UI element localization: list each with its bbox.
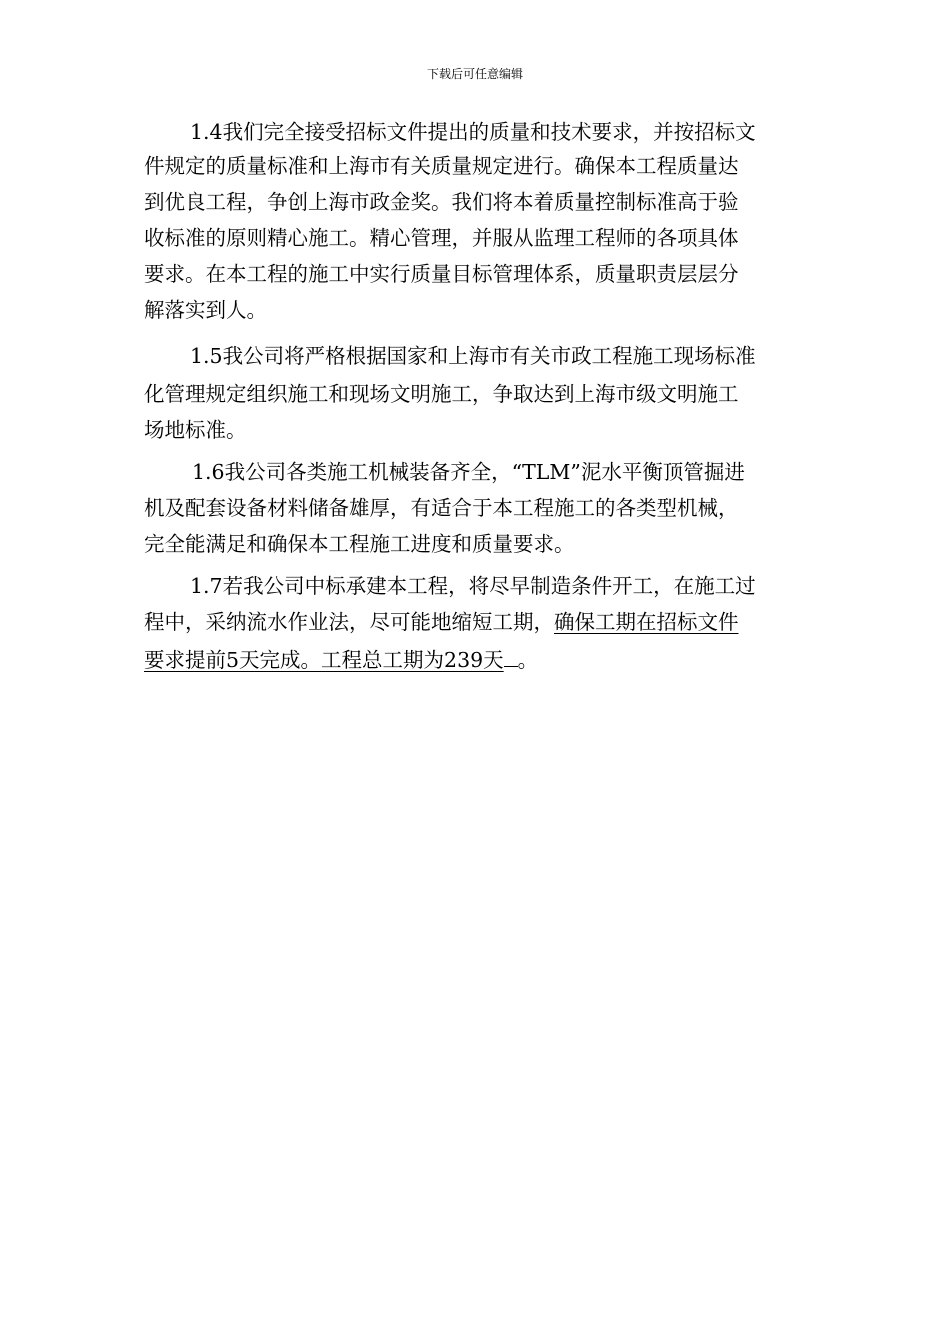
paragraph-1-7-line-3 (144, 644, 864, 676)
schedule-commitment-underlined-2: 要求提前5天完成。工程总工期为239天 (144, 648, 504, 672)
paragraph-1-7-line-2-plain: 程中，采纳流水作业法，尽可能地缩短工期， (144, 610, 554, 634)
paragraph-1-7-line-2 (144, 606, 864, 638)
paragraph-1-5-line-2: 化管理规定组织施工和现场文明施工，争取达到上海市级文明施工 (144, 382, 739, 406)
paragraph-1-4-line-6: 解落实到人。 (144, 298, 267, 322)
paragraph-1-4-line-5: 要求。在本工程的施工中实行质量目标管理体系，质量职责层层分 (144, 262, 739, 286)
paragraph-1-7-line-1: 1.7若我公司中标承建本工程，将尽早制造条件开工，在施工过 (190, 574, 756, 598)
paragraph-1-7-line-3-end: 。 (517, 648, 539, 672)
schedule-commitment-underlined-1: 确保工期在招标文件 (554, 610, 739, 634)
page-header: 下载后可任意编辑 (426, 67, 523, 81)
paragraph-1-4-line-2: 件规定的质量标准和上海市有关质量规定进行。确保本工程质量达 (144, 154, 739, 178)
paragraph-1-4-line-3: 到优良工程，争创上海市政金奖。我们将本着质量控制标准高于验 (144, 190, 739, 214)
paragraph-1-6-line-1: 1.6我公司各类施工机械装备齐全，“TLM”泥水平衡顶管掘进 (192, 460, 745, 484)
paragraph-1-6-line-2: 机及配套设备材料储备雄厚，有适合于本工程施工的各类型机械， (144, 496, 739, 520)
paragraph-1-5-line-3: 场地标准。 (144, 418, 247, 442)
paragraph-1-4-line-4: 收标准的原则精心施工。精心管理，并服从监理工程师的各项具体 (144, 226, 739, 250)
paragraph-1-4-line-1: 1.4我们完全接受招标文件提出的质量和技术要求，并按招标文 (190, 120, 756, 144)
paragraph-1-5-line-1: 1.5我公司将严格根据国家和上海市有关市政工程施工现场标准 (190, 344, 756, 368)
underline-gap (504, 644, 518, 667)
paragraph-1-6-line-3: 完全能满足和确保本工程施工进度和质量要求。 (144, 532, 575, 556)
